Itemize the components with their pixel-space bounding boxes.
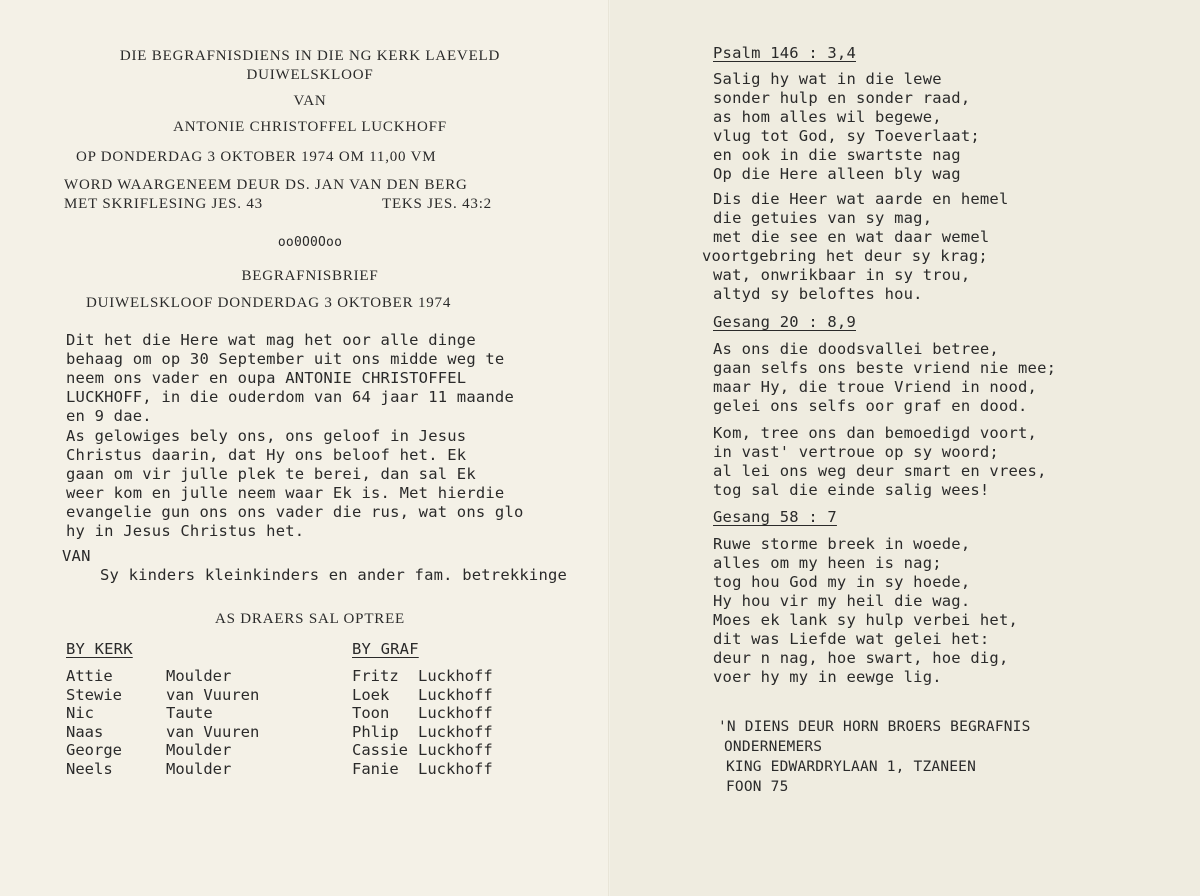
hymn-line: vlug tot God, sy Toeverlaat;: [713, 127, 980, 145]
hymn-line: as hom alles wil begewe,: [713, 108, 942, 126]
van-label: VAN: [62, 547, 91, 565]
hymn-line: altyd sy beloftes hou.: [713, 285, 923, 303]
hymn-title: Psalm 146 : 3,4: [713, 44, 856, 62]
by-kerk-first-names: [66, 667, 122, 779]
bearer-first-name: Fritz: [352, 667, 399, 685]
undertaker-line: 'N DIENS DEUR HORN BROERS BEGRAFNIS: [718, 719, 1031, 735]
hymn-line: voortgebring het deur sy krag;: [702, 247, 988, 265]
right-page: [610, 0, 1200, 896]
bearer-first-name: Nic: [66, 704, 94, 723]
bearer-first-name: Fanie: [352, 759, 399, 778]
service-date: OP DONDERDAG 3 OKTOBER 1974 OM 11,00 VM: [76, 149, 437, 165]
letter-line: gaan om vir julle plek te berei, dan sal Ek: [66, 465, 476, 483]
hymn-line: die getuies van sy mag,: [713, 209, 933, 227]
undertaker-line: ONDERNEMERS: [724, 739, 823, 755]
hymn-line: wat, onwrikbaar in sy trou,: [713, 266, 971, 284]
hymn-title: Gesang 20 : 8,9: [713, 313, 856, 331]
hymn-line: sonder hulp en sonder raad,: [713, 89, 971, 107]
sermon-text: TEKS JES. 43:2: [382, 196, 492, 212]
hymn-line: Kom, tree ons dan bemoedigd voort,: [713, 424, 1038, 442]
bearer-surname: van Vuuren: [166, 685, 260, 704]
hymn-line: gaan selfs ons beste vriend nie mee;: [713, 359, 1057, 377]
hymn-line: Op die Here alleen bly wag: [713, 165, 961, 183]
hymn-line: maar Hy, die troue Vriend in nood,: [713, 378, 1038, 396]
hymn-line: Salig hy wat in die lewe: [713, 70, 942, 88]
bearer-surname: Luckhoff: [418, 722, 493, 741]
by-graf-surnames: [418, 667, 493, 779]
bearer-first-name: Stewie: [66, 685, 122, 704]
letter-line: neem ons vader en oupa ANTONIE CHRISTOFFEL: [66, 369, 467, 387]
bearer-surname: Luckhoff: [418, 741, 493, 760]
letter-title: BEGRAFNISBRIEF: [241, 268, 379, 284]
by-kerk-heading: BY KERK: [66, 640, 133, 658]
letter-line: weer kom en julle neem waar Ek is. Met hierdie: [66, 484, 505, 502]
by-kerk-surnames: [166, 667, 259, 779]
hymn-line: Ruwe storme breek in woede,: [713, 535, 971, 553]
hymn-line: al lei ons weg deur smart en vrees,: [713, 462, 1047, 480]
scripture-reading: MET SKRIFLESING JES. 43: [64, 196, 263, 212]
bearer-first-name: Cassie: [352, 741, 408, 760]
hymn-title: Gesang 58 : 7: [713, 508, 837, 526]
hymn-line: en ook in die swartste nag: [713, 146, 961, 164]
letter-line: As gelowiges bely ons, ons geloof in Jesus: [66, 427, 467, 445]
undertaker-phone: FOON 75: [726, 779, 789, 795]
van-heading: VAN: [293, 93, 327, 109]
letter-line: LUCKHOFF, in die ouderdom van 64 jaar 11 maande: [66, 388, 514, 406]
hymn-line: Hy hou vir my heil die wag.: [713, 592, 971, 610]
letter-line: Dit het die Here wat mag het oor alle dinge: [66, 331, 476, 349]
bearer-first-name: Neels: [66, 759, 113, 778]
hymn-line: tog hou God my in sy hoede,: [713, 573, 971, 591]
hymn-line: As ons die doodsvallei betree,: [713, 340, 999, 358]
hymn-line: in vast' vertroue op sy woord;: [713, 443, 999, 461]
bearers-title: AS DRAERS SAL OPTREE: [214, 611, 406, 627]
bearer-surname: Moulder: [166, 741, 232, 760]
bearer-first-name: Attie: [66, 667, 113, 685]
officiant-line: WORD WAARGENEEM DEUR DS. JAN VAN DEN BERG: [64, 177, 468, 193]
bearer-surname: Moulder: [166, 759, 232, 778]
bearer-surname: Luckhoff: [418, 704, 493, 723]
service-heading: DIE BEGRAFNISDIENS IN DIE NG KERK LAEVELD: [119, 48, 501, 64]
hymn-line: deur n nag, hoe swart, hoe dig,: [713, 649, 1009, 667]
letter-line: Christus daarin, dat Hy ons beloof het. Ek: [66, 446, 467, 464]
letter-line: behaag om op 30 September uit ons midde weg te: [66, 350, 505, 368]
bearer-surname: van Vuuren: [166, 722, 260, 741]
bereaved-family: Sy kinders kleinkinders en ander fam. betrekkinge: [100, 566, 568, 584]
bearer-surname: Taute: [166, 704, 213, 723]
service-location: DUIWELSKLOOF: [246, 67, 374, 83]
undertaker-address: KING EDWARDRYLAAN 1, TZANEEN: [726, 759, 977, 775]
letter-subtitle: DUIWELSKLOOF DONDERDAG 3 OKTOBER 1974: [86, 295, 452, 311]
hymn-line: tog sal die einde salig wees!: [713, 481, 990, 499]
by-graf-heading: BY GRAF: [352, 640, 419, 658]
by-graf-first-names: [352, 667, 408, 779]
letter-line: en 9 dae.: [66, 407, 152, 425]
hymn-line: gelei ons selfs oor graf en dood.: [713, 397, 1028, 415]
hymn-line: voer hy my in eewge lig.: [713, 668, 942, 686]
hymn-line: Moes ek lank sy hulp verbei het,: [713, 611, 1019, 629]
deceased-name: ANTONIE CHRISTOFFEL LUCKHOFF: [173, 119, 447, 135]
bearer-first-name: Phlip: [352, 722, 399, 741]
bearer-surname: Luckhoff: [418, 667, 493, 685]
separator: oo0O0Ooo: [277, 235, 343, 250]
hymn-line: met die see en wat daar wemel: [713, 228, 990, 246]
hymn-line: Dis die Heer wat aarde en hemel: [713, 190, 1009, 208]
bearer-first-name: Naas: [66, 722, 104, 741]
hymn-line: alles om my heen is nag;: [713, 554, 942, 572]
bearer-first-name: Loek: [352, 685, 390, 704]
bearer-surname: Luckhoff: [418, 759, 493, 778]
bearer-surname: Moulder: [166, 667, 232, 685]
bearer-surname: Luckhoff: [418, 685, 493, 704]
bearer-first-name: Toon: [352, 704, 390, 723]
hymn-line: dit was Liefde wat gelei het:: [713, 630, 990, 648]
bearer-first-name: George: [66, 741, 122, 760]
letter-line: hy in Jesus Christus het.: [66, 522, 305, 540]
letter-line: evangelie gun ons ons vader die rus, wat ons glo: [66, 503, 524, 521]
